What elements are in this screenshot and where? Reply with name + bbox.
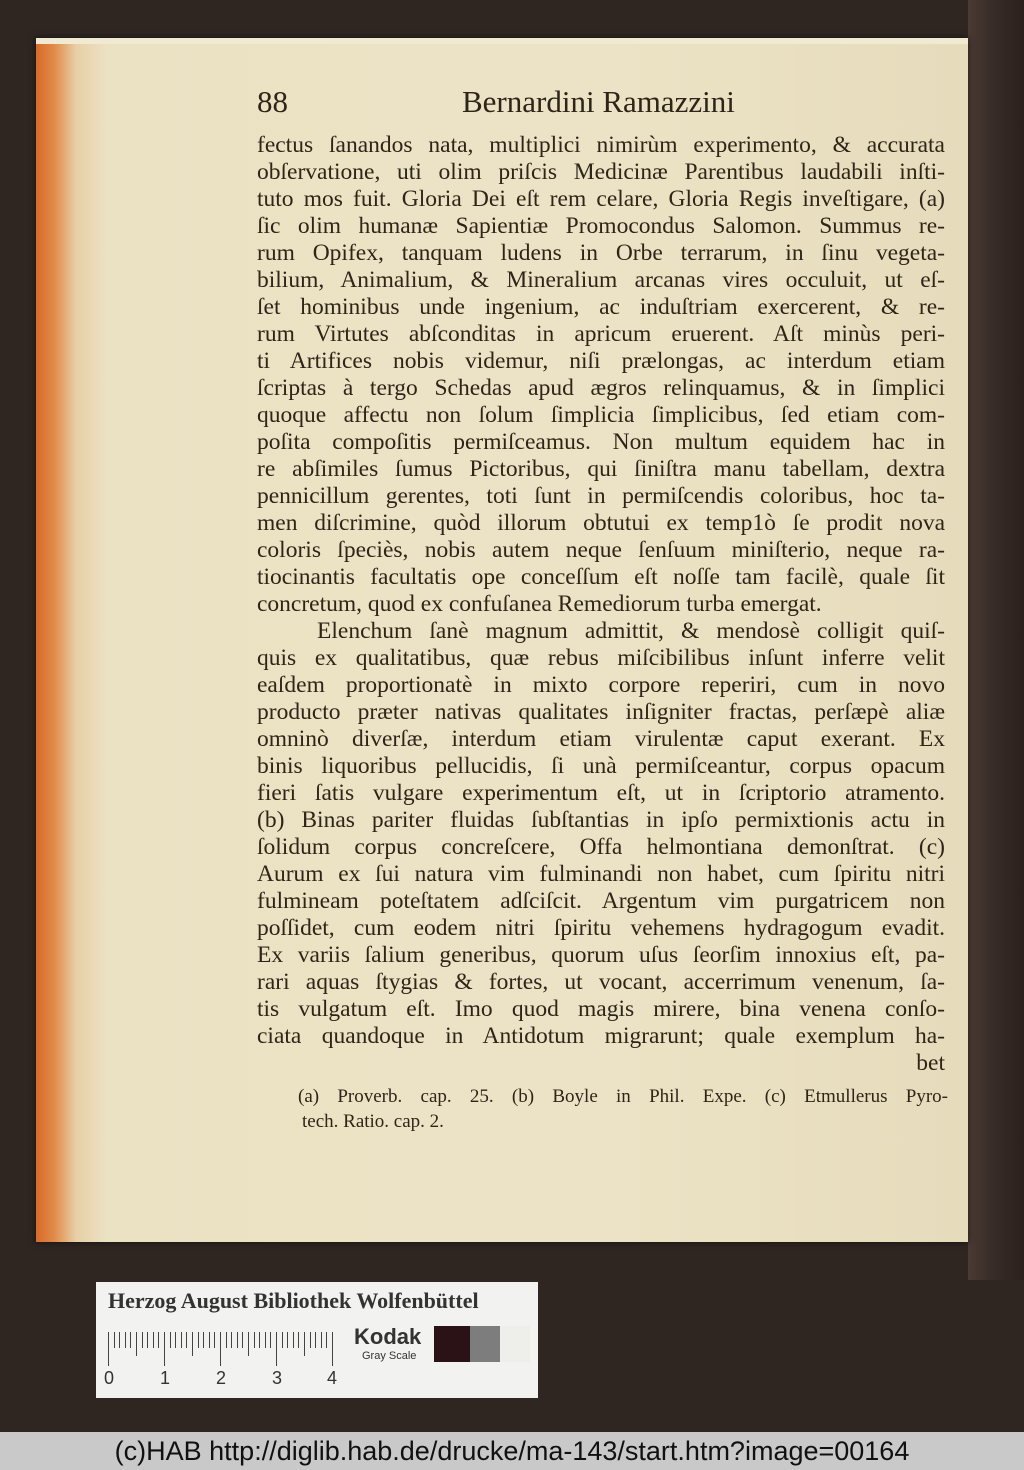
text-line: ſolidum corpus concreſcere, Offa helmontiana demonſtrat. (c)	[257, 834, 945, 860]
ruler-tick	[231, 1332, 232, 1348]
text-line: coloris ſpeciès, nobis autem neque ſenſuum miniſterio, neque ra-	[257, 537, 945, 563]
ruler-tick	[220, 1332, 221, 1366]
kodak-logo: Kodak	[354, 1324, 422, 1349]
ruler-label: 1	[160, 1368, 171, 1388]
gray-scale-label: Gray Scale	[362, 1350, 417, 1362]
text-line: omninò diverſæ, interdum etiam virulentæ caput exerant. Ex	[257, 726, 945, 752]
ruler-tick	[175, 1332, 176, 1348]
text-line: quis ex qualitatibus, quæ rebus miſcibilibus inſunt inferre velit	[257, 645, 945, 671]
ruler-tick	[242, 1332, 243, 1348]
ruler-tick	[114, 1332, 115, 1348]
ruler-tick	[298, 1332, 299, 1348]
text-line: Elenchum ſanè magnum admittit, & mendosè colligit quiſ-	[317, 618, 945, 644]
ruler-tick	[198, 1332, 199, 1348]
ruler-tick	[125, 1332, 126, 1348]
ruler-tick	[209, 1332, 210, 1348]
text-line: fectus ſanandos nata, multiplici nimirùm experimento, & accurata	[257, 132, 945, 158]
gray-swatch-mid	[470, 1326, 500, 1362]
copyright-url-footer: (c)HAB http://diglib.hab.de/drucke/ma-143/start.htm?image=00164	[0, 1432, 1024, 1470]
ruler-tick	[287, 1332, 288, 1348]
ruler-tick	[136, 1332, 137, 1356]
library-name: Herzog August Bibliothek Wolfenbüttel	[108, 1288, 479, 1313]
text-line: tis vulgatum eſt. Imo quod magis mirere, bina venena conſo-	[257, 996, 945, 1022]
text-line: concretum, quod ex confuſanea Remediorum turba emergat.	[257, 591, 822, 617]
text-line: obſervatione, uti olim priſcis Medicinæ Parentibus laudabili inſti-	[257, 159, 945, 185]
text-line: ti Artifices nobis videmur, niſi prælongas, ac interdum etiam	[257, 348, 945, 374]
body-text	[257, 132, 945, 1077]
text-line: tiocinantis facultatis ope conceſſum eſt noſſe tam facilè, quale ſit	[257, 564, 945, 590]
ruler-tick	[276, 1332, 277, 1366]
ruler-tick	[203, 1332, 204, 1348]
ruler-tick	[332, 1332, 333, 1366]
ruler-tick	[248, 1332, 249, 1356]
text-line: ſic olim humanæ Sapientiæ Promocondus Salomon. Summus re-	[257, 213, 945, 239]
ruler-tick	[181, 1332, 182, 1348]
ruler-tick	[214, 1332, 215, 1348]
text-line: fieri ſatis vulgare experimentum eſt, ut in ſcriptorio atramento.	[257, 780, 945, 806]
text-line: ciata quandoque in Antidotum migrarunt; quale exemplum ha-	[257, 1023, 945, 1049]
text-line: tuto mos fuit. Gloria Dei eſt rem celare, Gloria Regis inveſtigare, (a)	[257, 186, 945, 212]
text-line: pennicillum gerentes, toti ſunt in permiſcendis coloribus, hoc ta-	[257, 483, 945, 509]
ruler-tick	[321, 1332, 322, 1348]
ruler-tick	[254, 1332, 255, 1348]
running-title: Bernardini Ramazzini	[462, 84, 735, 119]
ruler-tick	[158, 1332, 159, 1348]
text-line: rum Virtutes abſconditas in apricum eruerent. Aſt minùs peri-	[257, 321, 945, 347]
ruler-tick	[170, 1332, 171, 1348]
footnote-line: tech. Ratio. cap. 2.	[302, 1111, 444, 1132]
ruler-label: 3	[272, 1368, 283, 1388]
text-line: men diſcrimine, quòd illorum obtutui ex temp1ò ſe prodit nova	[257, 510, 945, 536]
ruler-tick	[326, 1332, 327, 1348]
text-line: poſita compoſitis permiſceamus. Non multum equidem hac in	[257, 429, 945, 455]
ruler-tick	[164, 1332, 165, 1366]
text-line: poſſidet, cum eodem nitri ſpiritu vehemens hydragogum evadit.	[257, 915, 945, 941]
ruler-tick	[304, 1332, 305, 1356]
text-line: bilium, Animalium, & Mineralium arcanas vires occuluit, ut eſ-	[257, 267, 945, 293]
ruler-tick	[192, 1332, 193, 1356]
text-line: re abſimiles ſumus Pictoribus, qui ſiniſtra manu tabellam, dextra	[257, 456, 945, 482]
ruler	[108, 1332, 340, 1368]
ruler-tick	[237, 1332, 238, 1348]
ruler-tick	[147, 1332, 148, 1348]
ruler-tick	[119, 1332, 120, 1348]
ruler-tick	[293, 1332, 294, 1348]
text-line: quoque affectu non ſolum ſimplicia ſimplicibus, ſed etiam com-	[257, 402, 945, 428]
ruler-tick	[130, 1332, 131, 1348]
ruler-label: 4	[327, 1368, 338, 1388]
footnotes	[298, 1084, 948, 1134]
gray-swatch-dark	[434, 1326, 470, 1362]
text-line: producto præter nativas qualitates inſigniter fractas, perſæpè aliæ	[257, 699, 945, 725]
text-line: (b) Binas pariter fluidas ſubſtantias in ipſo permixtionis actu in	[257, 807, 945, 833]
page-top-edge	[36, 38, 968, 44]
text-line: Ex variis ſalium generibus, quorum uſus ſeorſim innoxius eſt, pa-	[257, 942, 945, 968]
ruler-tick	[108, 1332, 109, 1366]
page-number: 88	[257, 84, 288, 119]
ruler-label: 2	[216, 1368, 227, 1388]
ruler-tick	[259, 1332, 260, 1348]
catchword: bet	[916, 1050, 945, 1076]
ruler-label: 0	[104, 1368, 115, 1388]
ruler-tick	[153, 1332, 154, 1348]
text-line: Aurum ex ſui natura vim fulminandi non habet, cum ſpiritu nitri	[257, 861, 945, 887]
footnote-line: (a) Proverb. cap. 25. (b) Boyle in Phil. Expe. (c) Etmullerus Pyro-	[298, 1086, 948, 1107]
text-line: binis liquoribus pellucidis, ſi unà permiſceantur, corpus opacum	[257, 753, 945, 779]
book-binding	[968, 0, 1024, 1280]
ruler-tick	[310, 1332, 311, 1348]
text-line: fulmineam poteſtatem adſciſcit. Argentum vim purgatricem non	[257, 888, 945, 914]
ruler-tick	[315, 1332, 316, 1348]
ruler-tick	[282, 1332, 283, 1348]
ruler-tick	[226, 1332, 227, 1348]
ruler-tick	[142, 1332, 143, 1348]
gray-swatch-light	[500, 1326, 530, 1362]
color-calibration-card	[96, 1282, 538, 1398]
ruler-tick	[270, 1332, 271, 1348]
text-line: eaſdem proportionatè in mixto corpore reperiri, cum in novo	[257, 672, 945, 698]
running-header	[257, 84, 767, 124]
text-line: rari aquas ſtygias & fortes, ut vocant, accerrimum venenum, ſa-	[257, 969, 945, 995]
ruler-tick	[186, 1332, 187, 1348]
text-line: ſet hominibus unde ingenium, ac induſtriam exercerent, & re-	[257, 294, 945, 320]
ruler-tick	[265, 1332, 266, 1348]
text-line: rum Opifex, tanquam ludens in Orbe terrarum, in ſinu vegeta-	[257, 240, 945, 266]
text-line: ſcriptas à tergo Schedas apud ægros relinquamus, & in ſimplici	[257, 375, 945, 401]
